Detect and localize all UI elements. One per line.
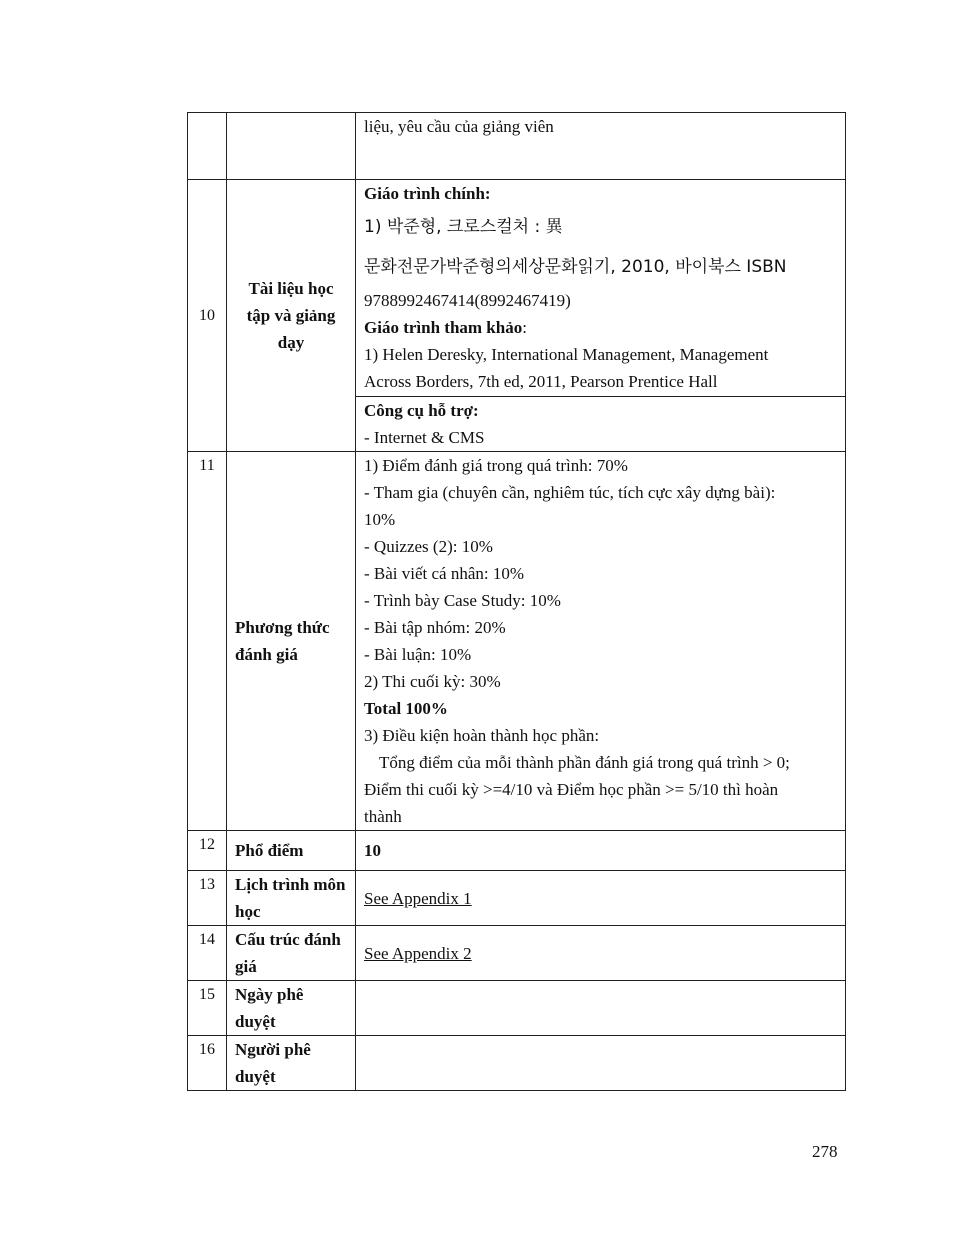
completion-line-2: Điểm thi cuối kỳ >=4/10 và Điểm học phần >= 5/10 thì hoàn [364, 780, 779, 799]
row-number-11: 11 [188, 452, 227, 831]
row-label-13 [227, 871, 356, 926]
assessment-line: - Trình bày Case Study: 10% [364, 591, 561, 610]
reference-heading: Giáo trình tham khảo [364, 318, 523, 337]
assessment-line: 10% [364, 510, 396, 529]
completion-heading: 3) Điều kiện hoàn thành học phần: [364, 726, 600, 745]
table-row-15 [188, 981, 846, 1036]
row-label-11 [227, 452, 356, 831]
row-label-10 [227, 180, 356, 452]
main-textbook-line-1: 1) 박준형, 크로스컬처 : 異 [364, 217, 563, 237]
row-content-14 [356, 926, 846, 981]
row-content-10-tools [356, 397, 846, 452]
assessment-line: - Tham gia (chuyên cần, nghiêm túc, tích cực xây dựng bài): [364, 483, 776, 502]
row-content-16 [356, 1036, 846, 1091]
row-label-14 [227, 926, 356, 981]
assessment-line: - Bài viết cá nhân: 10% [364, 564, 525, 583]
row-content-cell [356, 113, 846, 180]
assessment-line: 2) Thi cuối kỳ: 30% [364, 672, 501, 691]
row-label-15 [227, 981, 356, 1036]
page-number: 278 [812, 1142, 838, 1161]
row-content-10-textbooks [356, 180, 846, 397]
table-row-13 [188, 871, 846, 926]
table-row-10 [188, 180, 846, 397]
main-textbook-line-3: 9788992467414(8992467419) [364, 291, 571, 310]
appendix-2-link[interactable]: See Appendix 2 [364, 943, 472, 963]
assessment-line: - Quizzes (2): 10% [364, 537, 493, 556]
row-number-12: 12 [188, 831, 227, 871]
grade-scale-value: 10 [364, 841, 381, 860]
row-label-16 [227, 1036, 356, 1091]
reference-line-2: Across Borders, 7th ed, 2011, Pearson Prentice Hall [364, 372, 718, 391]
table-row-continuation [188, 113, 846, 180]
row-number-10: 10 [188, 180, 227, 452]
syllabus-table [187, 112, 846, 1091]
row-content-13 [356, 871, 846, 926]
label-text-16: Người phê duyệt [235, 1040, 311, 1086]
row-number-cell [188, 113, 227, 180]
main-textbook-heading: Giáo trình chính: [364, 184, 491, 203]
row-content-12 [356, 831, 846, 871]
row-number-13: 13 [188, 871, 227, 926]
main-textbook-line-2: 문화전문가박준형의세상문화읽기, 2010, 바이북스 ISBN [364, 257, 787, 277]
table-row-11 [188, 452, 846, 831]
completion-line-1: Tổng điểm của mỗi thành phần đánh giá trong quá trình > 0; [379, 753, 790, 772]
label-text-12: Phổ điểm [235, 841, 304, 860]
table-row-16 [188, 1036, 846, 1091]
reference-heading-line [364, 314, 837, 341]
table-row-14 [188, 926, 846, 981]
table-row-12 [188, 831, 846, 871]
row-number-16: 16 [188, 1036, 227, 1091]
assessment-line: - Bài luận: 10% [364, 645, 472, 664]
row-number-14: 14 [188, 926, 227, 981]
reference-colon: : [522, 318, 527, 337]
appendix-1-link[interactable]: See Appendix 1 [364, 888, 472, 908]
row-number-15: 15 [188, 981, 227, 1036]
tools-heading: Công cụ hỗ trợ: [364, 401, 479, 420]
label-text-13: Lịch trình môn học [235, 875, 346, 921]
label-text-11: Phương thức đánh giá [235, 618, 330, 664]
completion-line-3: thành [364, 807, 402, 826]
assessment-line: - Bài tập nhóm: 20% [364, 618, 506, 637]
row-label-cell [227, 113, 356, 180]
label-text-14: Cấu trúc đánh giá [235, 930, 341, 976]
reference-line-1: 1) Helen Deresky, International Management, Management [364, 345, 769, 364]
continuation-text: liệu, yêu cầu của giảng viên [364, 117, 554, 136]
row-content-11 [356, 452, 846, 831]
label-text-15: Ngày phê duyệt [235, 985, 304, 1031]
tools-line-1: - Internet & CMS [364, 428, 485, 447]
label-text-10: Tài liệu học tập và giảng dạy [246, 279, 336, 352]
row-content-15 [356, 981, 846, 1036]
assessment-line: 1) Điểm đánh giá trong quá trình: 70% [364, 456, 628, 475]
row-label-12 [227, 831, 356, 871]
assessment-total: Total 100% [364, 699, 448, 718]
